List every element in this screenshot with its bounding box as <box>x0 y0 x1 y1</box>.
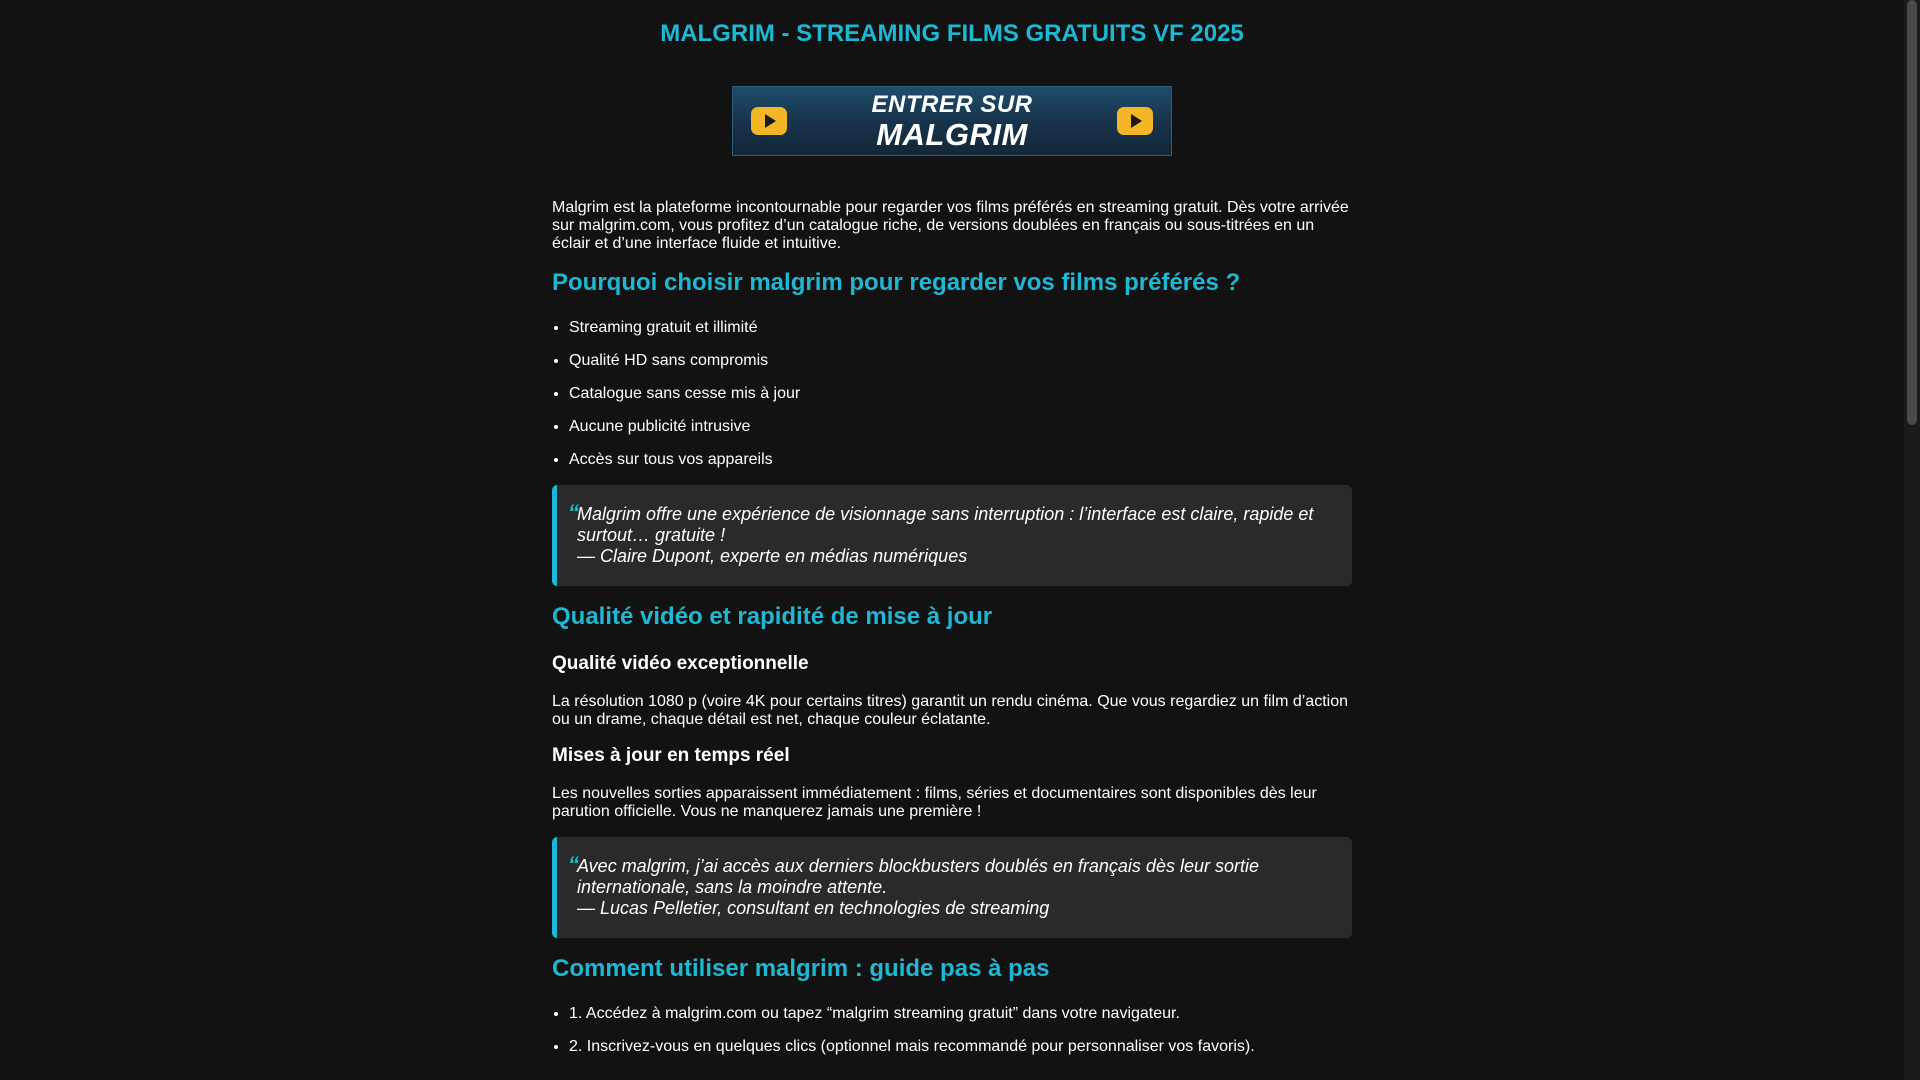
main-content <box>552 0 1352 1056</box>
section-heading-guide: Comment utiliser malgrim : guide pas à pas <box>552 955 1050 982</box>
section-heading-quality: Qualité vidéo et rapidité de mise à jour <box>552 603 993 630</box>
list-item: • Accès sur tous vos appareils <box>569 451 1352 469</box>
quote-mark-icon: “ <box>568 500 579 525</box>
list-item: • Qualité HD sans compromis <box>569 352 1352 370</box>
quote-text: Avec malgrim, j’ai accès aux derniers blockbusters doublés en français dès leur sortie internationale, sans la moindre attente. <box>577 856 1259 897</box>
list-item: • Aucune publicité intrusive <box>569 418 1352 436</box>
subheading-updates: Mises à jour en temps réel <box>552 745 790 766</box>
quote-author: — Claire Dupont, experte en médias numériques <box>577 546 968 566</box>
list-item: • 2. Inscrivez-vous en quelques clics (optionnel mais recommandé pour personnaliser vos favoris). <box>569 1038 1352 1056</box>
subheading-video-quality: Qualité vidéo exceptionnelle <box>552 653 809 674</box>
quote-author: — Lucas Pelletier, consultant en technologies de streaming <box>577 898 1050 918</box>
vertical-scrollbar[interactable] <box>1904 0 1920 1080</box>
banner-line-1: ENTRER SUR <box>871 91 1033 118</box>
list-item: • Catalogue sans cesse mis à jour <box>569 385 1352 403</box>
steps-list <box>552 1005 1352 1056</box>
list-item: • 1. Accédez à malgrim.com ou tapez “malgrim streaming gratuit” dans votre navigateur. <box>569 1005 1352 1023</box>
testimonial-quote <box>552 837 1352 938</box>
play-icon <box>1117 107 1153 135</box>
banner-line-2: MALGRIM <box>876 117 1028 152</box>
intro-paragraph: Malgrim est la plateforme incontournable pour regarder vos films préférés en streaming gratuit. Dès votre arrivée sur malgrim.com, vous profitez d’un catalogue riche, de versions doublées en français ou sous-titrées en un éclair et d’une interface fluide et intuitive. <box>552 199 1349 252</box>
scrollbar-thumb[interactable] <box>1907 0 1917 425</box>
section-heading-why: Pourquoi choisir malgrim pour regarder vos films préférés ? <box>552 269 1241 296</box>
paragraph-video-quality: La résolution 1080 p (voire 4K pour certains titres) garantit un rendu cinéma. Que vous regardiez un film d’action ou un drame, chaque détail est net, chaque couleur éclatante. <box>552 693 1348 728</box>
list-item: • Streaming gratuit et illimité <box>569 319 1352 337</box>
testimonial-quote <box>552 485 1352 586</box>
quote-text: Malgrim offre une expérience de visionnage sans interruption : l’interface est claire, rapide et surtout… gratuite ! <box>577 504 1314 545</box>
page-title: MALGRIM - STREAMING FILMS GRATUITS VF 2025 <box>660 20 1244 47</box>
enter-malgrim-banner-button[interactable] <box>732 86 1172 156</box>
paragraph-updates: Les nouvelles sorties apparaissent immédiatement : films, séries et documentaires sont disponibles dès leur parution officielle. Vous ne manquerez jamais une première ! <box>552 785 1317 820</box>
features-list <box>552 319 1352 469</box>
banner-container <box>552 86 1352 161</box>
quote-mark-icon: “ <box>568 852 579 877</box>
